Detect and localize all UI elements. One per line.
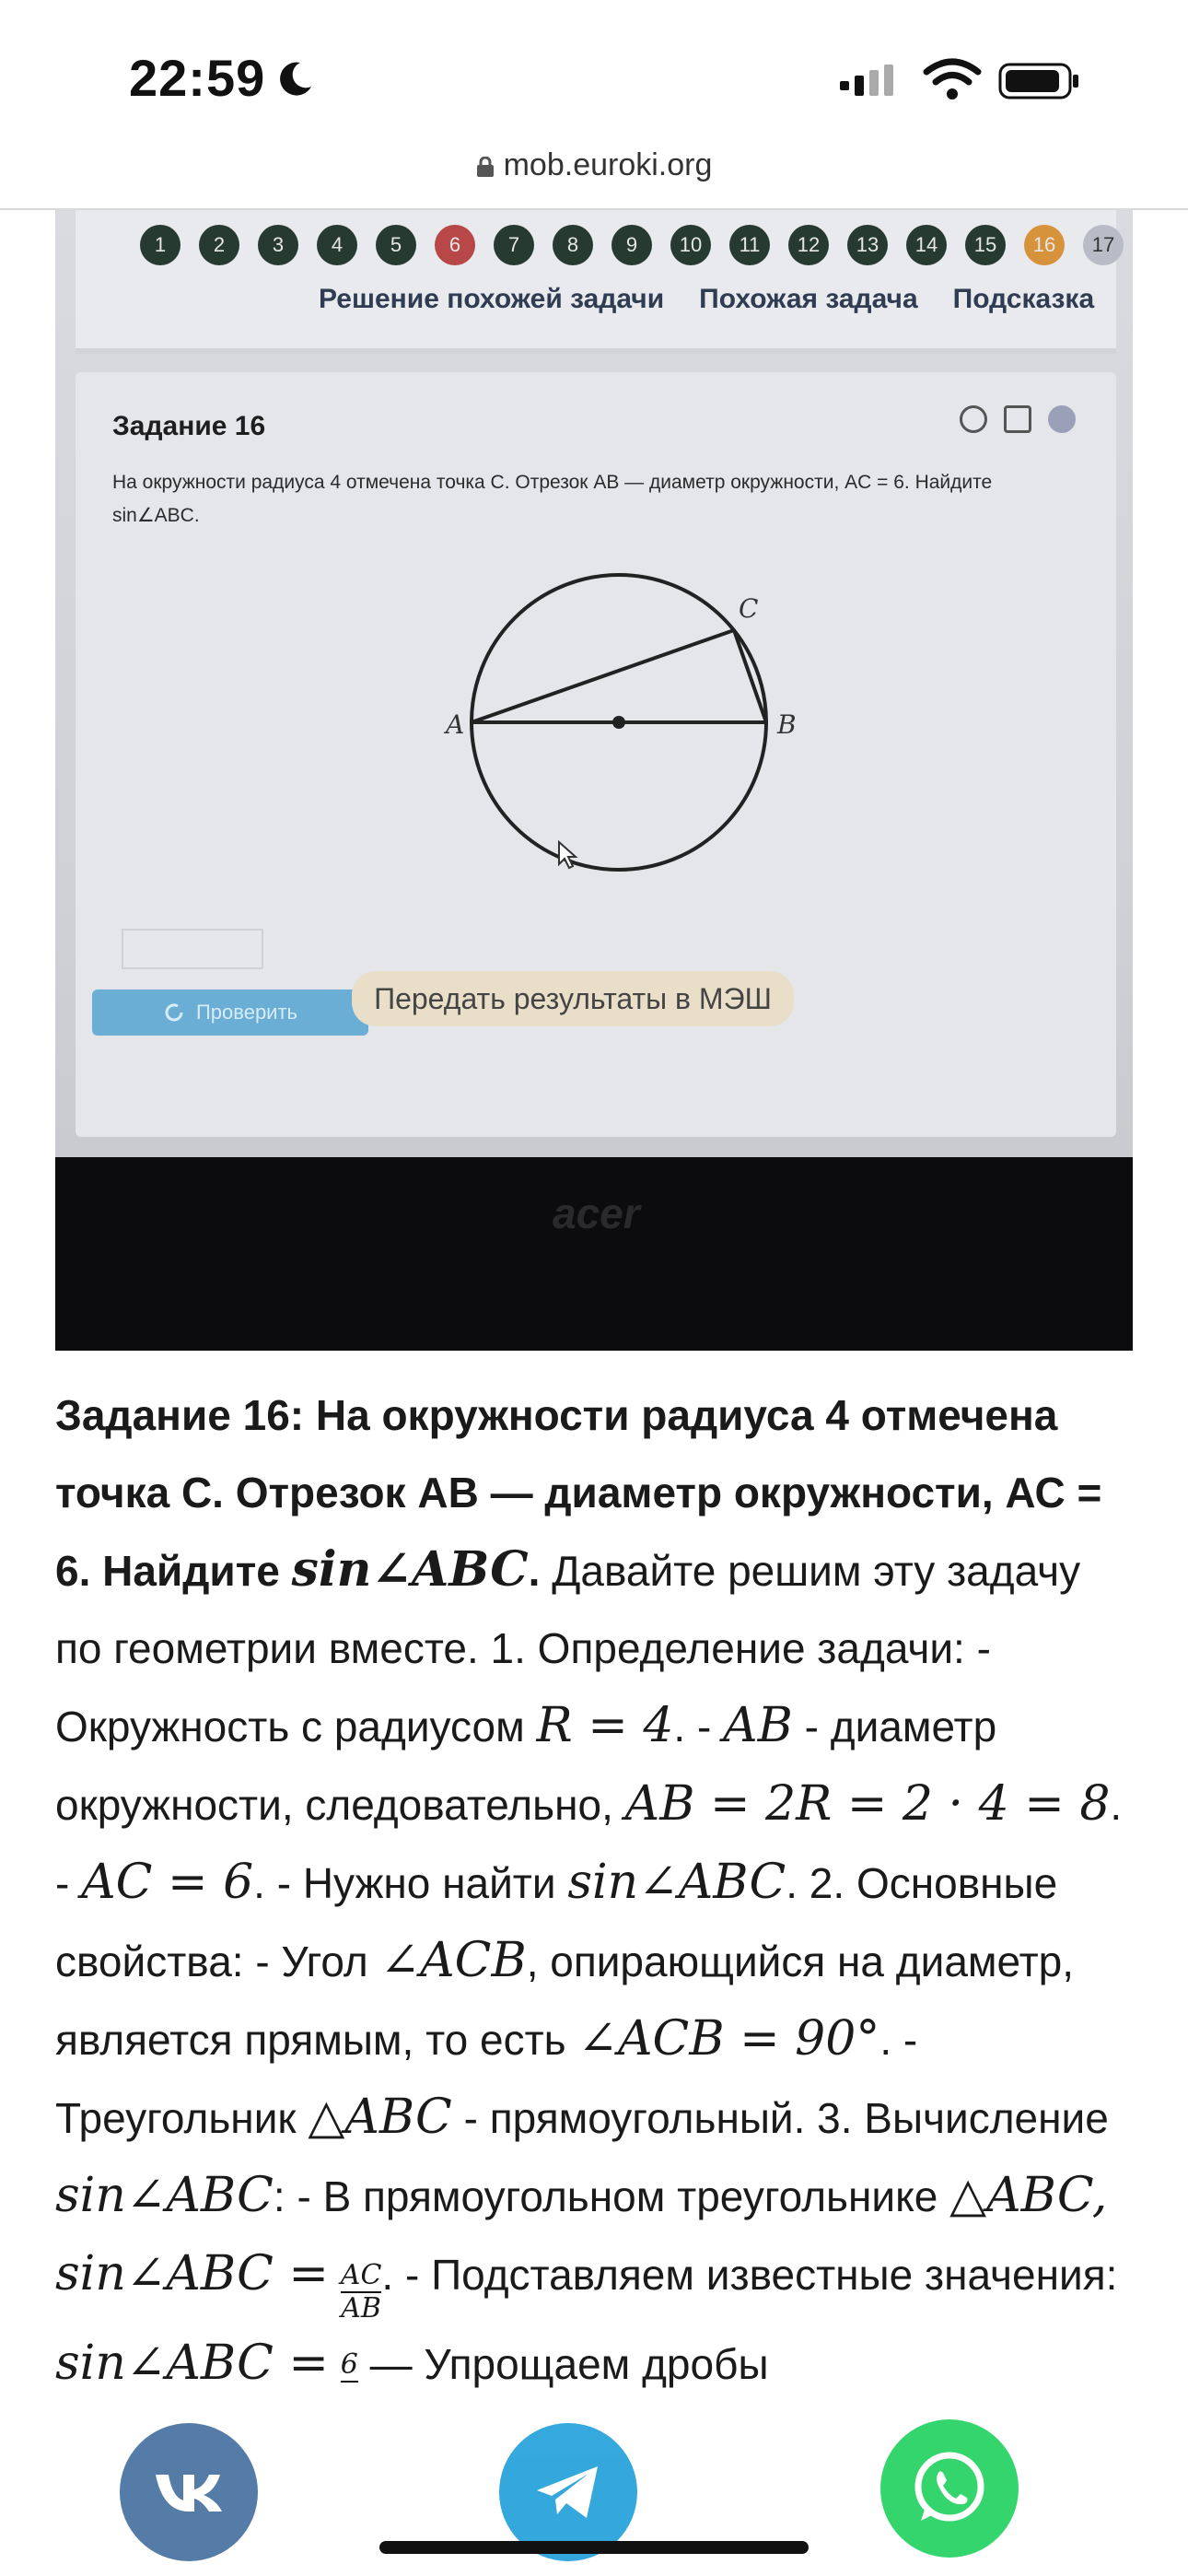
task-card — [76, 372, 1116, 1137]
task-number: 2 — [199, 225, 239, 265]
info-icon — [960, 405, 987, 433]
hint-link: Подсказка — [952, 284, 1095, 314]
task-number: 7 — [494, 225, 534, 265]
article-body: Давайте решим эту задачу по геометрии вместе. 1. Определение задачи: - Окружность с радиусом R = 4. - AB - диаметр окружности, следовательно, AB = 2R = 2 · 4 = 8. - AC = 6. - Нужно найти sin∠ABC. 2. Основные свойства: - Угол ∠ACB, опирающийся на диаметр, является прямым, то есть ∠ACB = 90°. - Треугольник △ABC - прямоугольный. 3. Вычисление sin∠ABC: - В прямоугольном треугольнике △ABC, sin∠ABC = $\frac{AC}{AB}$ . - Подставляем известные значения: sin∠ABC = 6 — Упрощаем дробы — [55, 1547, 1122, 2388]
card-toolbar — [960, 405, 1076, 433]
task-number-row — [140, 225, 1124, 265]
task-navigation-panel — [76, 210, 1116, 354]
label-b: B — [777, 709, 797, 740]
battery-icon — [998, 61, 1081, 101]
vk-icon — [152, 2469, 226, 2515]
cellular-signal-icon — [840, 64, 904, 101]
task-number: 12 — [788, 225, 829, 265]
task-number: 13 — [847, 225, 888, 265]
status-dot-icon — [1048, 405, 1076, 433]
task-number: 14 — [906, 225, 947, 265]
status-bar — [0, 0, 1188, 182]
check-button — [92, 989, 368, 1036]
address-bar[interactable] — [0, 147, 1188, 183]
task-number: 5 — [376, 225, 416, 265]
whatsapp-icon — [908, 2447, 991, 2530]
wifi-icon — [923, 57, 982, 101]
telegram-icon — [533, 2463, 603, 2522]
task-number: 11 — [729, 225, 770, 265]
label-c: C — [739, 593, 759, 624]
task-number: 17 — [1083, 225, 1124, 265]
answer-input — [122, 929, 263, 969]
laptop-bezel — [55, 1157, 1133, 1351]
vk-share-button[interactable] — [120, 2423, 258, 2561]
similar-solution-link: Решение похожей задачи — [319, 284, 665, 314]
task-number: 9 — [611, 225, 652, 265]
moon-icon — [274, 59, 315, 100]
task-statement: На окружности радиуса 4 отмечена точка C. Отрезок AB — диаметр окружности, AC = 6. Найдите sin∠ABC. — [112, 472, 993, 526]
task-number: 15 — [965, 225, 1006, 265]
chord-cb — [734, 630, 766, 722]
label-a: A — [446, 709, 465, 740]
task-number: 1 — [140, 225, 181, 265]
chord-ac — [472, 630, 734, 722]
copy-icon — [1004, 405, 1031, 433]
fraction: $\frac{AC}{AB}$ — [340, 2259, 382, 2324]
refresh-icon — [163, 1001, 185, 1024]
task-links — [319, 284, 1094, 315]
whatsapp-share-button[interactable] — [880, 2419, 1019, 2558]
solution-article — [55, 1376, 1137, 2414]
task-number: 6 — [435, 225, 475, 265]
task-number: 4 — [317, 225, 357, 265]
lock-icon — [476, 157, 495, 177]
url-text: mob.euroki.org — [503, 147, 713, 182]
laptop-logo: acer — [553, 1189, 640, 1237]
send-results-button: Передать результаты в МЭШ — [352, 971, 794, 1026]
screen-photo[interactable] — [55, 210, 1133, 1351]
task-number: 10 — [670, 225, 711, 265]
similar-task-link: Похожая задача — [699, 284, 918, 314]
home-indicator[interactable] — [379, 2541, 809, 2554]
clock: 22:59 — [129, 49, 266, 107]
circle-diagram — [425, 538, 812, 888]
card-title: Задание 16 — [112, 411, 266, 441]
center-point — [612, 716, 625, 729]
task-number-current: 16 — [1024, 225, 1065, 265]
task-number: 8 — [553, 225, 593, 265]
task-number: 3 — [258, 225, 298, 265]
article-heading: Задание 16: На окружности радиуса 4 отмечена точка С. Отрезок АВ — диаметр окружности, АС = 6. Найдите sin∠ABC. — [55, 1391, 1102, 1598]
fraction: 6 — [340, 2348, 358, 2381]
check-button-label: Проверить — [195, 1001, 298, 1024]
